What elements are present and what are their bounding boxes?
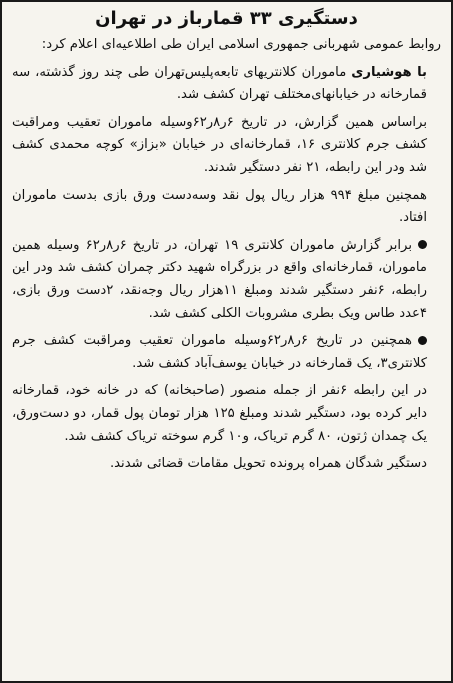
- paragraph-text: ماموران کلانتریهای تابعه‌پلیس‌تهران طی چند روز گذشته، سه قمارخانه در خیابانهای‌مختلف تهران کشف شد.: [12, 64, 427, 103]
- paragraph-first-raid: [12, 112, 441, 180]
- paragraph-text: دستگیر شدگان همراه پرونده تحویل مقامات قضائی شدند.: [109, 456, 427, 472]
- article-headline: دستگیری ۳۳ قمارباز در تهران: [95, 8, 358, 29]
- paragraph-text: برابر گزارش ماموران کلانتری ۱۹ تهران، در تاریخ ۶ر۸ر۶۲ وسیله همین ماموران، قمارخانه‌ای واقع در بزرگراه شهید دکتر چمران کشف شد ودر این رابطه، ۶نفر دستگیر شدند ومبلغ ۱۱هزار ریال وجه‌نقد، ۲دست ورق بازی، ۴عدد طاس ویک بطری مشروبات الکلی کشف شد.: [12, 237, 427, 321]
- paragraph-third-raid: [12, 330, 441, 375]
- paragraph-intro: [12, 34, 441, 57]
- paragraph-first-raid-seizure: [12, 185, 441, 230]
- paragraph-second-raid: [12, 235, 441, 325]
- paragraph-lead: با هوشیاری: [351, 64, 427, 80]
- paragraph-text: همچنین مبلغ ۹۹۴ هزار ریال پول نقد وسه‌دست ورق بازی بدست ماموران افتاد.: [12, 187, 427, 226]
- paragraph-closing: [12, 453, 441, 476]
- paragraph-text: در این رابطه ۶نفر از جمله منصور (صاحبخانه) که در خانه خود، قمارخانه دایر کرده بود، دستگیر شدند ومبلغ ۱۲۵ هزار تومان پول قمار، دو دست‌ورق، یک چمدان ژتون، ۸۰ گرم تریاک، و۱۰ گرم سوخته تریاک کشف شد.: [12, 383, 428, 444]
- paragraph-text: براساس همین گزارش، در تاریخ ۶ر۸ر۶۲وسیله ماموران تعقیب ومراقبت کشف جرم کلانتری ۱۶، قمارخانه‌ای در خیابان «بزاز» کوچه محمدی کشف شد ودر این رابطه، ۲۱ نفر دستگیر شدند.: [12, 114, 427, 175]
- paragraph-third-raid-arrests: [12, 380, 441, 448]
- paragraph-text: همچنین در تاریخ ۶ر۸ر۶۲وسیله ماموران تعقیب ومراقبت کشف جرم کلانتری۳، یک قمارخانه در خیابان یوسف‌آباد کشف شد.: [12, 333, 427, 371]
- paragraph-summary: [12, 62, 441, 107]
- bullet-icon: [418, 240, 427, 249]
- bullet-icon: [418, 336, 427, 345]
- paragraph-text: روابط عمومی شهربانی جمهوری اسلامی ایران طی اطلاعیه‌ای اعلام کرد:: [41, 37, 441, 52]
